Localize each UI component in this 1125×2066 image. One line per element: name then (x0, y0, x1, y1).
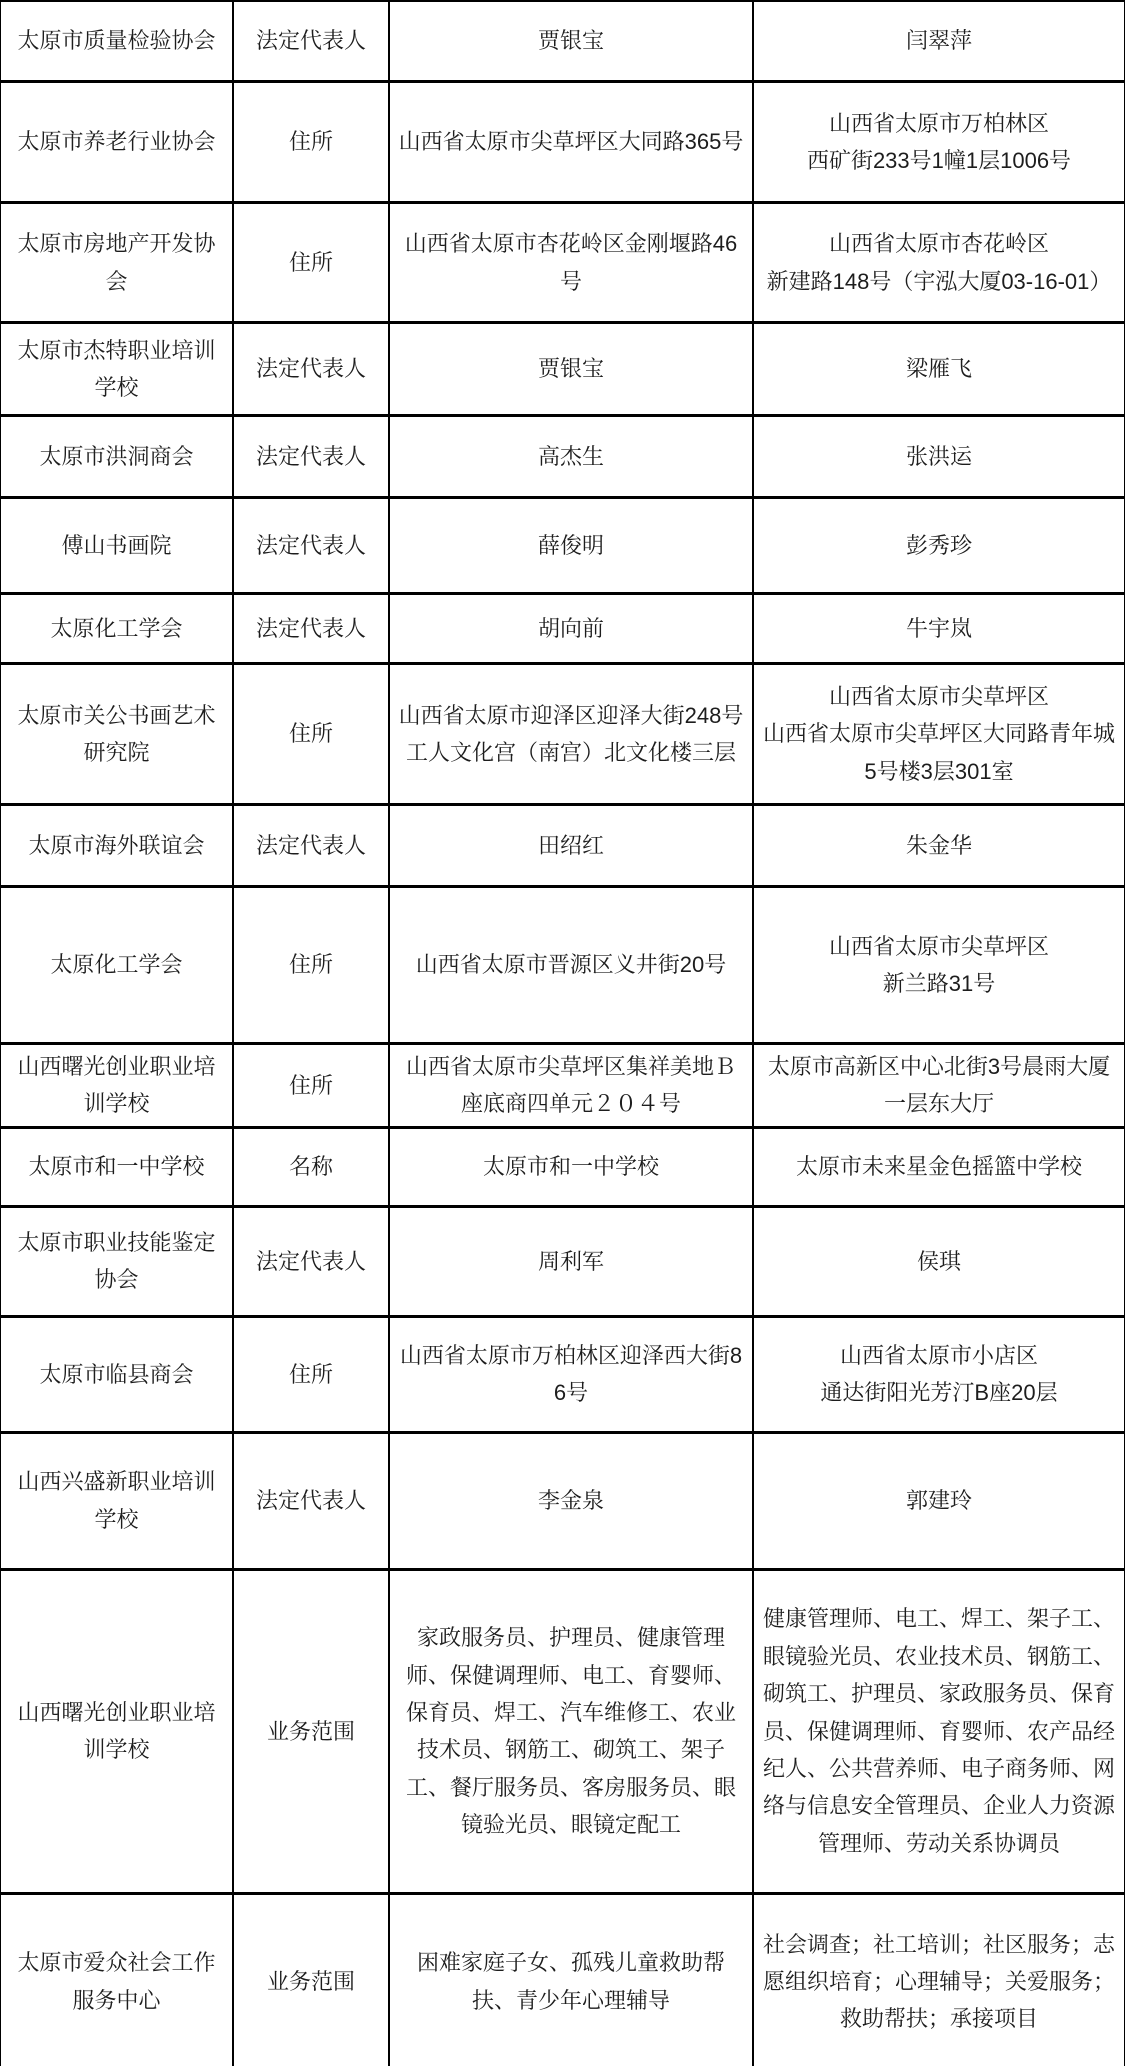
value1-cell: 胡向前 (389, 594, 753, 664)
org-name-cell: 太原市质量检验协会 (0, 1, 233, 82)
value1-cell: 山西省太原市尖草坪区集祥美地Ｂ座底商四单元２０４号 (389, 1044, 753, 1128)
table-row (0, 1127, 1125, 1206)
org-name-cell: 太原市杰特职业培训学校 (0, 323, 233, 416)
value2-cell: 山西省太原市万柏林区 西矿街233号1幢1层1006号 (753, 82, 1125, 203)
org-name-cell: 山西兴盛新职业培训学校 (0, 1432, 233, 1569)
value1-cell: 薛俊明 (389, 498, 753, 594)
org-name-cell: 傅山书画院 (0, 498, 233, 594)
field-label-cell: 法定代表人 (233, 594, 389, 664)
value1-cell: 李金泉 (389, 1432, 753, 1569)
field-label-cell: 法定代表人 (233, 1, 389, 82)
value1-cell: 家政服务员、护理员、健康管理师、保健调理师、电工、育婴师、保育员、焊工、汽车维修工、农业技术员、钢筋工、砌筑工、架子工、餐厅服务员、客房服务员、眼镜验光员、眼镜定配工 (389, 1569, 753, 1893)
table-row (0, 1316, 1125, 1432)
value1-cell: 贾银宝 (389, 1, 753, 82)
org-table-body (0, 1, 1125, 2066)
table-row (0, 1569, 1125, 1893)
org-name-cell: 太原市关公书画艺术研究院 (0, 664, 233, 805)
value1-cell: 太原市和一中学校 (389, 1127, 753, 1206)
org-name-cell: 太原市海外联谊会 (0, 805, 233, 887)
field-label-cell: 名称 (233, 1127, 389, 1206)
field-label-cell: 业务范围 (233, 1893, 389, 2066)
field-label-cell: 法定代表人 (233, 1206, 389, 1316)
value2-cell: 侯琪 (753, 1206, 1125, 1316)
field-label-cell: 法定代表人 (233, 1432, 389, 1569)
table-row (0, 805, 1125, 887)
value2-cell: 梁雁飞 (753, 323, 1125, 416)
table-row (0, 1893, 1125, 2066)
value2-cell: 牛宇岚 (753, 594, 1125, 664)
table-row (0, 203, 1125, 323)
value2-cell: 山西省太原市尖草坪区 新兰路31号 (753, 887, 1125, 1044)
org-name-cell: 太原市养老行业协会 (0, 82, 233, 203)
value2-cell: 山西省太原市杏花岭区 新建路148号（宇泓大厦03-16-01） (753, 203, 1125, 323)
value1-cell: 山西省太原市迎泽区迎泽大街248号工人文化宫（南宫）北文化楼三层 (389, 664, 753, 805)
field-label-cell: 住所 (233, 1316, 389, 1432)
table-row (0, 1206, 1125, 1316)
table-row (0, 416, 1125, 498)
org-name-cell: 太原市洪洞商会 (0, 416, 233, 498)
org-name-cell: 山西曙光创业职业培训学校 (0, 1044, 233, 1128)
org-name-cell: 太原化工学会 (0, 887, 233, 1044)
value2-cell: 闫翠萍 (753, 1, 1125, 82)
org-name-cell: 太原市爱众社会工作服务中心 (0, 1893, 233, 2066)
org-name-cell: 山西曙光创业职业培训学校 (0, 1569, 233, 1893)
field-label-cell: 住所 (233, 664, 389, 805)
value1-cell: 困难家庭子女、孤残儿童救助帮扶、青少年心理辅导 (389, 1893, 753, 2066)
value1-cell: 山西省太原市万柏林区迎泽西大街86号 (389, 1316, 753, 1432)
value2-cell: 张洪运 (753, 416, 1125, 498)
org-name-cell: 太原市和一中学校 (0, 1127, 233, 1206)
value1-cell: 山西省太原市尖草坪区大同路365号 (389, 82, 753, 203)
value2-cell: 社会调查；社工培训；社区服务；志愿组织培育；心理辅导；关爱服务； 救助帮扶；承接项目 (753, 1893, 1125, 2066)
table-row (0, 887, 1125, 1044)
table-row (0, 1044, 1125, 1128)
value1-cell: 山西省太原市晋源区义井街20号 (389, 887, 753, 1044)
org-name-cell: 太原市房地产开发协会 (0, 203, 233, 323)
field-label-cell: 法定代表人 (233, 805, 389, 887)
field-label-cell: 住所 (233, 887, 389, 1044)
org-name-cell: 太原化工学会 (0, 594, 233, 664)
value1-cell: 高杰生 (389, 416, 753, 498)
org-name-cell: 太原市职业技能鉴定协会 (0, 1206, 233, 1316)
value1-cell: 周利军 (389, 1206, 753, 1316)
field-label-cell: 法定代表人 (233, 323, 389, 416)
table-row (0, 323, 1125, 416)
table-row (0, 1432, 1125, 1569)
value2-cell: 健康管理师、电工、焊工、架子工、眼镜验光员、农业技术员、钢筋工、砌筑工、护理员、家政服务员、保育员、保健调理师、育婴师、农产品经纪人、公共营养师、电子商务师、网络与信息安全管理员、企业人力资源管理师、劳动关系协调员 (753, 1569, 1125, 1893)
field-label-cell: 住所 (233, 1044, 389, 1128)
value1-cell: 贾银宝 (389, 323, 753, 416)
value2-cell: 山西省太原市小店区 通达街阳光芳汀B座20层 (753, 1316, 1125, 1432)
table-row (0, 594, 1125, 664)
value2-cell: 朱金华 (753, 805, 1125, 887)
org-name-cell: 太原市临县商会 (0, 1316, 233, 1432)
value1-cell: 田绍红 (389, 805, 753, 887)
field-label-cell: 住所 (233, 203, 389, 323)
value2-cell: 太原市高新区中心北街3号晨雨大厦一层东大厅 (753, 1044, 1125, 1128)
value1-cell: 山西省太原市杏花岭区金刚堰路46号 (389, 203, 753, 323)
field-label-cell: 法定代表人 (233, 498, 389, 594)
field-label-cell: 业务范围 (233, 1569, 389, 1893)
value2-cell: 山西省太原市尖草坪区 山西省太原市尖草坪区大同路青年城5号楼3层301室 (753, 664, 1125, 805)
table-row (0, 664, 1125, 805)
table-row (0, 82, 1125, 203)
field-label-cell: 法定代表人 (233, 416, 389, 498)
field-label-cell: 住所 (233, 82, 389, 203)
table-row (0, 1, 1125, 82)
value2-cell: 太原市未来星金色摇篮中学校 (753, 1127, 1125, 1206)
value2-cell: 郭建玲 (753, 1432, 1125, 1569)
value2-cell: 彭秀珍 (753, 498, 1125, 594)
table-row (0, 498, 1125, 594)
